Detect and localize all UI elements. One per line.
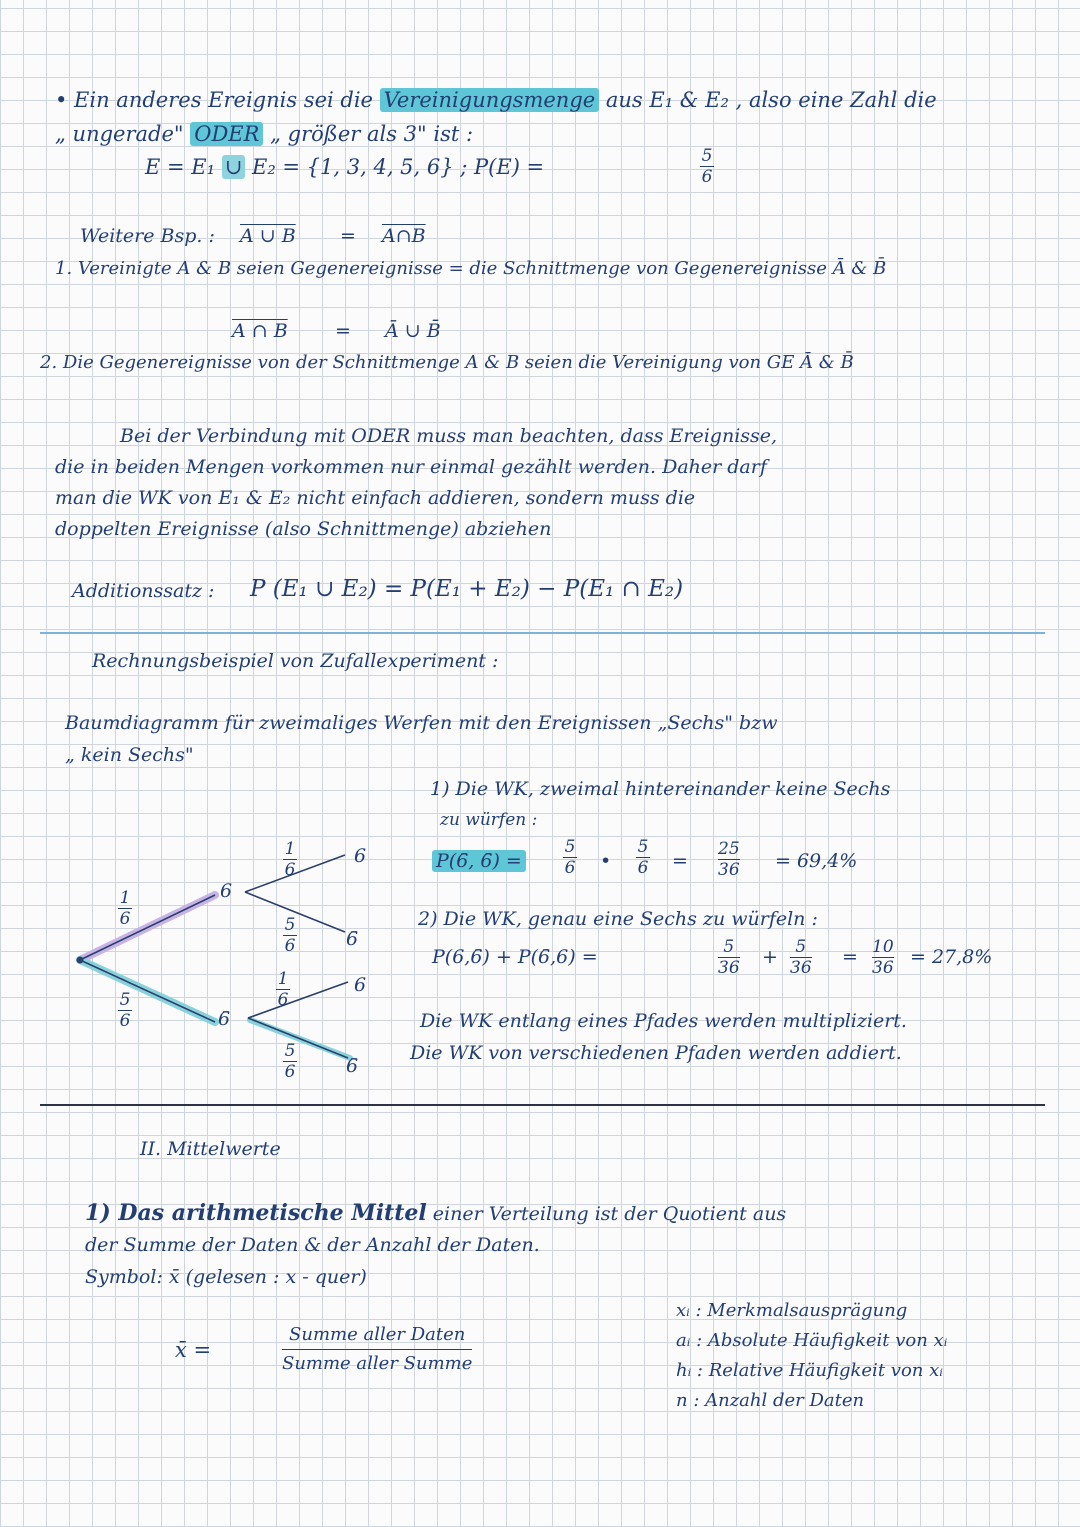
denominator: 6 <box>277 990 289 1010</box>
para-line1: Bei der Verbindung mit ODER muss man beachten, dass Ereignisse, <box>120 425 778 447</box>
numerator: 5 <box>284 915 296 935</box>
mean-formula-lhs: x̄ = <box>175 1338 212 1362</box>
denominator: 36 <box>790 958 812 978</box>
divider-dark <box>40 1104 1045 1106</box>
prob-b1-six <box>283 840 297 879</box>
numerator: 5 <box>284 1041 296 1061</box>
numerator: 5 <box>119 990 131 1010</box>
example1-lhs: A ∪ B <box>240 225 296 247</box>
prob-first-six <box>118 889 132 928</box>
symbol-line: Symbol: x̄ (gelesen : x - quer) <box>85 1266 367 1288</box>
numerator: 10 <box>872 937 894 957</box>
q1-frac3 <box>718 840 740 879</box>
addition-label: Additionssatz : <box>72 580 215 602</box>
text: „ größer als 3" ist : <box>263 122 474 146</box>
q2-lhs: P(6,6̄) + P(6̄,6) = <box>432 946 598 968</box>
para-line3: man die WK von E₁ & E₂ nicht einfach addieren, sondern muss die <box>55 487 696 509</box>
node-six: 6 <box>220 880 233 902</box>
numerator: 5 <box>795 937 807 957</box>
node-not-six: 6̄ <box>218 1008 231 1030</box>
leaf-six-six: 6 <box>354 845 367 867</box>
example1-text: 1. Vereinigte A & B seien Gegenereignisse = die Schnittmenge von Gegenereignisse Ā & B̄ <box>55 258 887 279</box>
numerator: 5 <box>701 146 713 166</box>
denominator: 6 <box>637 858 649 878</box>
prob-first-not-six <box>118 991 132 1030</box>
highlight-vereinigungsmenge: Vereinigungsmenge <box>380 88 600 112</box>
legend-n: n : Anzahl der Daten <box>676 1390 865 1411</box>
branch-not-six2 <box>248 982 348 1018</box>
numerator: 5 <box>723 937 735 957</box>
numerator: Summe aller Daten <box>289 1324 466 1345</box>
denominator: 36 <box>718 860 740 880</box>
q1-line2: zu würfen : <box>440 810 538 830</box>
numerator: 1 <box>284 839 296 859</box>
tree-diagram <box>60 830 400 1090</box>
addition-formula: P (E₁ ∪ E₂) = P(E₁ + E₂) − P(E₁ ∩ E₂) <box>250 576 684 602</box>
line-vereinigung <box>55 88 937 112</box>
example2-rhs: Ā ∪ B̄ <box>385 320 441 342</box>
leaf-not-not: 6̄ <box>346 1055 359 1077</box>
tree-intro-line2: „ kein Sechs" <box>65 744 194 766</box>
numerator: 25 <box>718 839 740 859</box>
q1-frac2 <box>636 838 650 877</box>
legend-h: hᵢ : Relative Häufigkeit von xᵢ <box>676 1360 943 1381</box>
legend-a: aᵢ : Absolute Häufigkeit von xᵢ <box>676 1330 948 1351</box>
text: • Ein anderes Ereignis sei die <box>55 88 380 112</box>
heading-rechnungsbeispiel: Rechnungsbeispiel von Zufallexperiment : <box>92 650 499 672</box>
example1-rhs: A∩B <box>382 225 426 247</box>
q1-lhs: P(6̄, 6̄) = <box>432 850 526 872</box>
numerator: 1 <box>119 888 131 908</box>
term-arithmetic-mean: 1) Das arithmetische Mittel <box>85 1200 427 1226</box>
q2-frac1 <box>718 938 740 977</box>
example-label: Weitere Bsp. : <box>80 225 215 247</box>
denominator: 6 <box>701 167 713 187</box>
definition-line1 <box>85 1200 786 1226</box>
example2-eq: = <box>335 320 351 342</box>
branch-six <box>80 895 215 960</box>
q2-plus: + <box>762 946 778 968</box>
q1-dot: • <box>600 850 612 872</box>
numerator: 1 <box>277 969 289 989</box>
tree-intro-line1: Baumdiagramm für zweimaliges Werfen mit den Ereignissen „Sechs" bzw <box>65 712 778 734</box>
denominator: 6 <box>119 1011 131 1031</box>
legend-x: xᵢ : Merkmalsausprägung <box>676 1300 908 1321</box>
text: „ ungerade" <box>55 122 191 146</box>
q2-frac2 <box>790 938 812 977</box>
text: E = E₁ <box>145 155 222 179</box>
denominator: 36 <box>872 958 894 978</box>
denominator: 6 <box>564 858 576 878</box>
q2-result: = 27,8% <box>910 946 993 968</box>
q1-result: = 69,4% <box>775 850 858 872</box>
leaf-not-six: 6 <box>354 974 367 996</box>
text: E₂ = {1, 3, 4, 5, 6} ; P(E) = <box>245 155 545 179</box>
prob-b2-six <box>276 970 290 1009</box>
divider-blue <box>40 632 1045 634</box>
example2-text: 2. Die Gegenereignisse von der Schnittmenge A & B seien die Vereinigung von GE Ā & B̄ <box>40 352 854 373</box>
text: aus E₁ & E₂ , also eine Zahl die <box>599 88 937 112</box>
leaf-six-not: 6̄ <box>346 928 359 950</box>
q1-eq: = <box>672 850 688 872</box>
q2-line1: 2) Die WK, genau eine Sechs zu würfeln : <box>418 908 818 930</box>
q2-eq: = <box>842 946 858 968</box>
rule-add: Die WK von verschiedenen Pfaden werden addiert. <box>410 1042 902 1064</box>
q1-line1: 1) Die WK, zweimal hintereinander keine Sechs <box>430 778 891 800</box>
fraction-p-e <box>700 147 714 186</box>
heading-mittelwerte: II. Mittelwerte <box>140 1138 281 1160</box>
formula-union <box>145 155 544 179</box>
numerator: 5 <box>564 837 576 857</box>
denominator: 6 <box>284 936 296 956</box>
highlight-union: ∪ <box>222 155 246 179</box>
q1-frac1 <box>563 838 577 877</box>
fraction-bar <box>282 1349 472 1350</box>
q2-frac3 <box>872 938 894 977</box>
denominator: 6 <box>284 1062 296 1082</box>
prob-b2-not <box>283 1042 297 1081</box>
prob-b1-not <box>283 916 297 955</box>
tree-root <box>77 957 84 964</box>
definition-line2: der Summe der Daten & der Anzahl der Daten. <box>85 1234 540 1256</box>
denominator: 6 <box>119 909 131 929</box>
branch-not-not <box>248 1018 348 1061</box>
branch-not-six <box>80 960 215 1022</box>
numerator: 5 <box>637 837 649 857</box>
highlight-oder: ODER <box>190 122 263 146</box>
denominator: 36 <box>718 958 740 978</box>
example1-eq: = <box>340 225 356 247</box>
line-oder <box>55 122 473 146</box>
mean-formula-fraction <box>282 1322 472 1377</box>
para-line4: doppelten Ereignisse (also Schnittmenge) abziehen <box>55 518 552 540</box>
text: einer Verteilung ist der Quotient aus <box>426 1203 787 1225</box>
rule-multiply: Die WK entlang eines Pfades werden multipliziert. <box>420 1010 907 1032</box>
denominator: Summe aller Summe <box>282 1353 473 1374</box>
para-line2: die in beiden Mengen vorkommen nur einmal gezählt werden. Daher darf <box>55 456 767 478</box>
example2-lhs: A ∩ B <box>232 320 288 342</box>
denominator: 6 <box>284 860 296 880</box>
